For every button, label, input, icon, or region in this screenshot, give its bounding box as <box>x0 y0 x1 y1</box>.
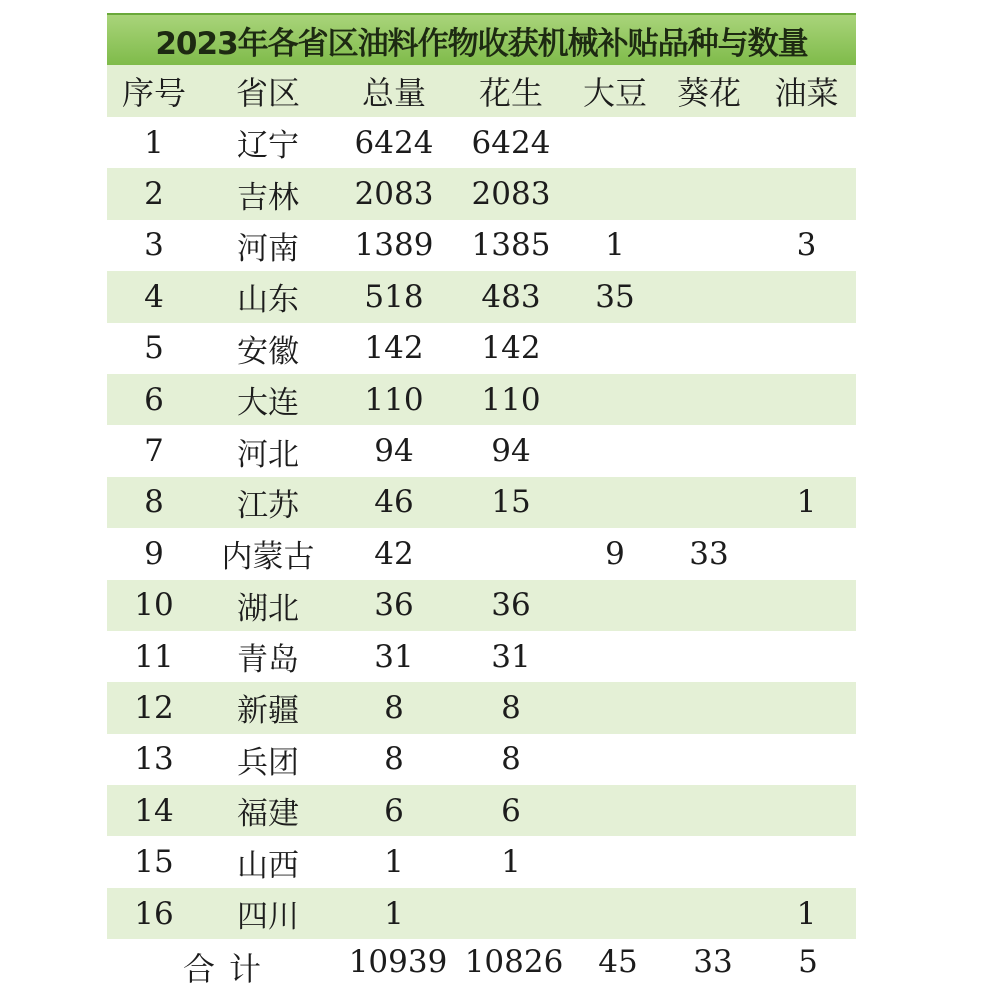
cell-total: 1 <box>335 888 453 939</box>
cell-index: 6 <box>107 374 201 425</box>
cell-soybean: 1 <box>605 227 625 264</box>
table-row <box>107 477 856 528</box>
header-peanut: 花生 <box>453 65 569 117</box>
cell-index: 9 <box>144 535 164 572</box>
cell-sunflower <box>661 631 757 682</box>
cell-rapeseed <box>757 580 856 631</box>
cell-soybean <box>569 168 661 219</box>
cell-rapeseed <box>757 528 856 579</box>
cell-rapeseed <box>757 631 856 682</box>
cell-soybean <box>569 117 661 168</box>
cell-index: 3 <box>144 227 164 264</box>
cell-province: 四川 <box>201 888 335 939</box>
cell-province: 山东 <box>201 271 335 322</box>
header-rapeseed: 油菜 <box>757 65 856 117</box>
total-rapeseed: 5 <box>798 944 818 980</box>
cell-peanut: 1385 <box>471 227 551 264</box>
total-label: 合计 <box>182 950 276 988</box>
cell-soybean <box>569 631 661 682</box>
cell-rapeseed <box>757 682 856 733</box>
cell-soybean <box>569 682 661 733</box>
data-table <box>107 65 856 939</box>
cell-sunflower <box>661 682 757 733</box>
cell-soybean: 35 <box>569 271 661 322</box>
table-row <box>107 580 856 631</box>
cell-rapeseed: 3 <box>796 227 817 264</box>
cell-sunflower <box>661 836 757 887</box>
cell-total: 1 <box>384 844 404 881</box>
table-row <box>107 682 856 733</box>
cell-total: 1389 <box>354 227 434 264</box>
cell-province: 湖北 <box>201 580 335 631</box>
cell-index: 2 <box>107 168 201 219</box>
cell-soybean <box>569 734 661 785</box>
cell-peanut <box>453 528 569 579</box>
cell-total: 6 <box>335 785 453 836</box>
cell-province: 江苏 <box>201 477 335 528</box>
header-soybean: 大豆 <box>569 65 661 117</box>
cell-total: 142 <box>364 330 424 367</box>
cell-peanut: 31 <box>491 638 531 675</box>
cell-peanut: 15 <box>453 477 569 528</box>
cell-province: 河南 <box>237 230 299 267</box>
cell-sunflower <box>661 477 757 528</box>
total-soybean: 45 <box>598 944 638 980</box>
table-row <box>107 425 856 476</box>
cell-index: 8 <box>107 477 201 528</box>
cell-province: 辽宁 <box>237 128 299 165</box>
cell-soybean <box>569 374 661 425</box>
cell-total: 94 <box>374 433 414 470</box>
cell-index: 5 <box>144 330 164 367</box>
cell-province: 河北 <box>237 436 299 473</box>
cell-peanut: 94 <box>491 433 531 470</box>
cell-soybean <box>569 580 661 631</box>
total-sum: 10939 <box>348 944 448 980</box>
cell-province: 兵团 <box>237 744 299 781</box>
cell-rapeseed <box>757 168 856 219</box>
table-row <box>107 888 856 939</box>
header-province: 省区 <box>201 65 335 117</box>
cell-index: 15 <box>134 844 174 881</box>
cell-rapeseed <box>757 425 856 476</box>
cell-peanut: 2083 <box>453 168 569 219</box>
cell-rapeseed: 1 <box>757 477 856 528</box>
table-row <box>107 168 856 219</box>
cell-index: 12 <box>107 682 201 733</box>
cell-total: 36 <box>335 580 453 631</box>
table-row <box>107 785 856 836</box>
cell-index: 11 <box>134 638 174 675</box>
cell-rapeseed: 1 <box>757 888 856 939</box>
table-row <box>107 631 856 682</box>
cell-sunflower <box>661 271 757 322</box>
cell-total: 31 <box>374 638 414 675</box>
cell-rapeseed <box>757 117 856 168</box>
cell-sunflower <box>661 785 757 836</box>
cell-rapeseed <box>757 785 856 836</box>
cell-sunflower <box>661 425 757 476</box>
cell-index: 4 <box>107 271 201 322</box>
cell-peanut: 36 <box>453 580 569 631</box>
cell-sunflower: 33 <box>689 535 729 572</box>
cell-soybean <box>569 785 661 836</box>
cell-province: 安徽 <box>237 333 299 370</box>
total-sunflower: 33 <box>693 944 733 980</box>
cell-index: 13 <box>134 741 174 778</box>
table-row <box>107 323 856 374</box>
cell-peanut: 8 <box>501 741 521 778</box>
cell-rapeseed <box>757 271 856 322</box>
cell-total: 8 <box>335 682 453 733</box>
cell-sunflower <box>661 168 757 219</box>
cell-index: 10 <box>107 580 201 631</box>
cell-total: 46 <box>335 477 453 528</box>
cell-sunflower <box>661 117 757 168</box>
cell-rapeseed <box>757 323 856 374</box>
cell-peanut: 6 <box>453 785 569 836</box>
cell-peanut: 483 <box>453 271 569 322</box>
cell-soybean: 9 <box>605 535 625 572</box>
cell-soybean <box>569 323 661 374</box>
cell-sunflower <box>661 580 757 631</box>
cell-total: 8 <box>384 741 404 778</box>
cell-rapeseed <box>757 836 856 887</box>
cell-peanut: 1 <box>501 844 521 881</box>
header-row <box>107 65 856 117</box>
cell-index: 14 <box>107 785 201 836</box>
cell-index: 7 <box>144 433 164 470</box>
cell-soybean <box>569 836 661 887</box>
cell-peanut: 8 <box>453 682 569 733</box>
cell-province: 青岛 <box>237 642 299 679</box>
cell-total: 110 <box>335 374 453 425</box>
cell-province: 吉林 <box>201 168 335 219</box>
cell-index: 16 <box>107 888 201 939</box>
cell-peanut: 110 <box>453 374 569 425</box>
table-row <box>107 836 856 887</box>
cell-soybean <box>569 888 661 939</box>
table-title: 2023年各省区油料作物收获机械补贴品种与数量 <box>107 13 856 65</box>
table-row <box>107 374 856 425</box>
cell-total: 518 <box>335 271 453 322</box>
cell-peanut <box>453 888 569 939</box>
table-row <box>107 528 856 579</box>
table-row <box>107 220 856 271</box>
total-peanut: 10826 <box>464 944 564 980</box>
cell-rapeseed <box>757 734 856 785</box>
cell-soybean <box>569 477 661 528</box>
cell-total: 6424 <box>354 124 434 161</box>
cell-peanut: 142 <box>481 330 541 367</box>
cell-sunflower <box>661 374 757 425</box>
cell-sunflower <box>661 734 757 785</box>
cell-sunflower <box>661 323 757 374</box>
cell-sunflower <box>661 220 757 271</box>
cell-soybean <box>569 425 661 476</box>
header-total: 总量 <box>335 65 453 117</box>
total-row <box>107 936 856 986</box>
cell-total: 42 <box>374 535 414 572</box>
cell-peanut: 6424 <box>471 124 551 161</box>
cell-index: 1 <box>144 124 164 161</box>
header-sunflower: 葵花 <box>661 65 757 117</box>
cell-province: 山西 <box>237 847 299 884</box>
header-index: 序号 <box>107 65 201 117</box>
cell-sunflower <box>661 888 757 939</box>
table-row <box>107 117 856 168</box>
table-row <box>107 271 856 322</box>
cell-province: 内蒙古 <box>221 539 315 576</box>
cell-province: 福建 <box>201 785 335 836</box>
table-body <box>107 117 856 939</box>
cell-province: 大连 <box>201 374 335 425</box>
table-row <box>107 734 856 785</box>
cell-province: 新疆 <box>201 682 335 733</box>
cell-total: 2083 <box>335 168 453 219</box>
cell-rapeseed <box>757 374 856 425</box>
